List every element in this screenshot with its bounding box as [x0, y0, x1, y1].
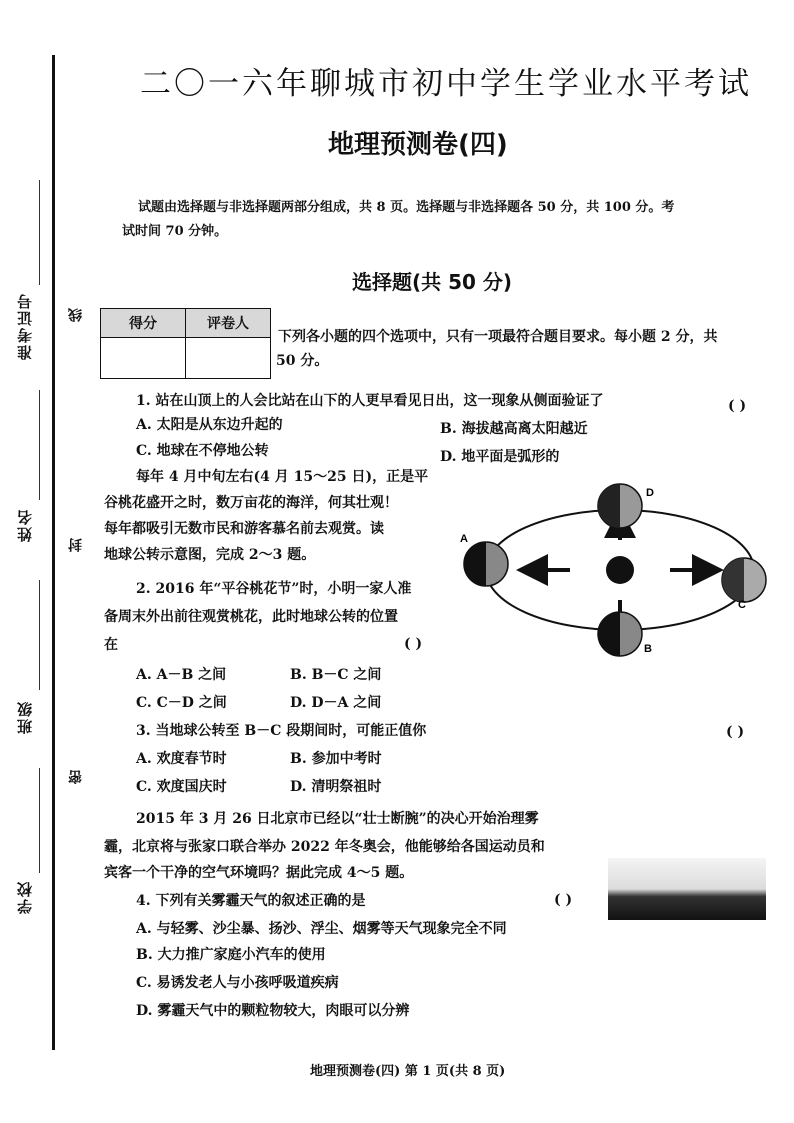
seal-seal: 封 [68, 538, 84, 552]
earth-orbit-diagram [458, 470, 778, 660]
score-header: 得分 [101, 309, 186, 338]
blank-school[interactable] [39, 768, 40, 873]
intro-line-1: 试题由选择题与非选择题两部分组成，共 8 页。选择题与非选择题各 50 分，共 100 分。考 [138, 200, 675, 215]
page-footer: 地理预测卷(四) 第 1 页(共 8 页) [310, 1064, 506, 1079]
passage2-line-2: 霾，北京将与张家口联合举办 2022 年冬奥会，他能够给各国运动员和 [104, 839, 545, 855]
q4-option-a[interactable]: A. 与轻雾、沙尘暴、扬沙、浮尘、烟雾等天气现象完全不同 [136, 921, 507, 937]
q2-stem-2: 备周末外出前往观赏桃花，此时地球公转的位置 [104, 609, 398, 625]
earth-a [464, 542, 508, 586]
label-c: C [738, 599, 746, 611]
instruction-line-2: 50 分。 [276, 353, 329, 369]
label-school: 学校 [16, 880, 34, 914]
q2-option-b[interactable]: B. B－C 之间 [290, 667, 382, 683]
seal-secret: 密 [68, 770, 84, 784]
passage1-line-4: 地球公转示意图，完成 2～3 题。 [104, 547, 316, 563]
q3-option-c[interactable]: C. 欢度国庆时 [136, 779, 227, 795]
q1-option-d[interactable]: D. 地平面是弧形的 [440, 449, 560, 465]
q2-option-a[interactable]: A. A－B 之间 [136, 667, 227, 683]
q1-option-c[interactable]: C. 地球在不停地公转 [136, 443, 269, 459]
grader-cell[interactable] [186, 338, 271, 379]
passage2-line-1: 2015 年 3 月 26 日北京市已经以“壮士断腕”的决心开始治理雾 [136, 811, 539, 827]
earth-c [722, 558, 766, 602]
q3-option-a[interactable]: A. 欢度春节时 [136, 751, 227, 767]
label-exam-number: 准考证号 [16, 292, 34, 360]
q4-stem: 4. 下列有关雾霾天气的叙述正确的是 [136, 893, 366, 909]
section-title: 选择题(共 50 分) [352, 270, 513, 294]
blank-exam-number[interactable] [39, 180, 40, 285]
seal-line: 线 [68, 308, 84, 322]
q2-answer-paren[interactable]: ( ) [404, 636, 423, 652]
q4-option-c[interactable]: C. 易诱发老人与小孩呼吸道疾病 [136, 975, 339, 991]
score-cell[interactable] [101, 338, 186, 379]
q4-option-b[interactable]: B. 大力推广家庭小汽车的使用 [136, 947, 326, 963]
q1-option-b[interactable]: B. 海拔越高离太阳越近 [440, 421, 588, 437]
q2-option-d[interactable]: D. D－A 之间 [290, 695, 382, 711]
label-b: B [644, 643, 652, 655]
q4-answer-paren[interactable]: ( ) [554, 892, 573, 908]
earth-d [598, 484, 642, 528]
q1-option-a[interactable]: A. 太阳是从东边升起的 [136, 417, 283, 433]
q3-option-d[interactable]: D. 清明祭祖时 [290, 779, 382, 795]
passage1-line-3: 每年都吸引无数市民和游客慕名前去观赏。读 [104, 521, 384, 537]
paper-subtitle: 地理预测卷(四) [328, 130, 508, 160]
q2-stem-1: 2. 2016 年“平谷桃花节”时，小明一家人准 [136, 581, 412, 597]
q2-option-c[interactable]: C. C－D 之间 [136, 695, 227, 711]
q3-stem: 3. 当地球公转至 B－C 段期间时，可能正值你 [136, 723, 427, 739]
q2-stem-3: 在 [104, 637, 118, 653]
binding-line [52, 55, 55, 1050]
q3-option-b[interactable]: B. 参加中考时 [290, 751, 382, 767]
score-table [100, 308, 271, 379]
passage2-line-3: 宾客一个干净的空气环境吗？据此完成 4～5 题。 [104, 865, 414, 881]
grader-header: 评卷人 [186, 309, 271, 338]
passage1-line-1: 每年 4 月中旬左右(4 月 15～25 日)，正是平 [136, 469, 429, 485]
earth-b [598, 612, 642, 656]
q3-answer-paren[interactable]: ( ) [726, 724, 745, 740]
q1-stem: 1. 站在山顶上的人会比站在山下的人更早看见日出，这一现象从侧面验证了 [136, 393, 604, 409]
instruction-line-1: 下列各小题的四个选项中，只有一项最符合题目要求。每小题 2 分，共 [278, 329, 718, 345]
label-d: D [646, 487, 654, 499]
label-name: 姓名 [16, 508, 34, 542]
smog-photo [608, 858, 766, 920]
exam-title: 二〇一六年聊城市初中学生学业水平考试 [140, 66, 752, 102]
sun [606, 556, 634, 584]
passage1-line-2: 谷桃花盛开之时，数万亩花的海洋，何其壮观！ [104, 495, 398, 511]
q4-option-d[interactable]: D. 雾霾天气中的颗粒物较大，肉眼可以分辨 [136, 1003, 410, 1019]
blank-class[interactable] [39, 580, 40, 690]
blank-name[interactable] [39, 390, 40, 500]
intro-line-2: 试时间 70 分钟。 [122, 224, 228, 239]
label-class: 班级 [16, 700, 34, 734]
label-a: A [460, 533, 468, 545]
q1-answer-paren[interactable]: ( ) [728, 398, 747, 414]
